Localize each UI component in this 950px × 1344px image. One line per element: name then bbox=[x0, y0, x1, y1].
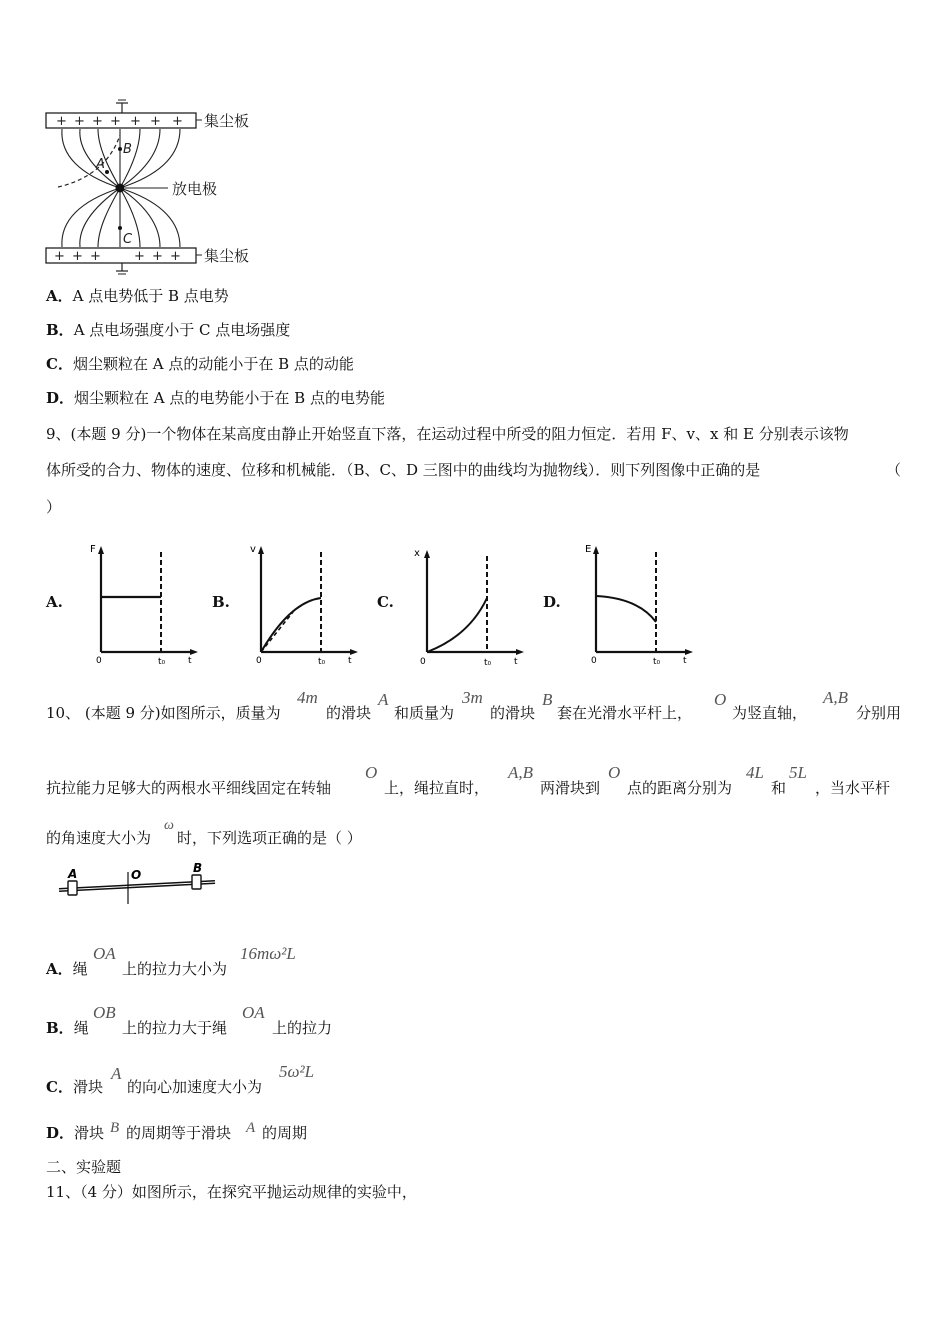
option-text: 绳 bbox=[72, 960, 88, 978]
bottom-plate-label: 集尘板 bbox=[204, 247, 250, 265]
point-b-label: B bbox=[123, 142, 132, 157]
q10-opt-b-m2: OA bbox=[242, 1003, 265, 1022]
particle-trajectory bbox=[58, 135, 120, 187]
q10-opt-a-m2: 16mω²L bbox=[240, 944, 296, 963]
q10-symbol-b: B bbox=[542, 690, 553, 709]
q10-symbol-a: A bbox=[378, 690, 389, 709]
option-key: B． bbox=[46, 321, 74, 339]
q10-opt-d-t3: 的周期 bbox=[262, 1124, 308, 1142]
origin-label: 0 bbox=[420, 657, 426, 667]
svg-text:+: + bbox=[170, 249, 181, 264]
svg-text:+: + bbox=[72, 249, 83, 264]
svg-text:+: + bbox=[130, 114, 141, 129]
svg-text:+: + bbox=[172, 114, 183, 129]
q10-option-b[interactable] bbox=[46, 1017, 89, 1038]
t0-label: t₀ bbox=[653, 657, 661, 667]
q10-dist-b: 5L bbox=[789, 763, 807, 782]
q9-paren-open: （ bbox=[886, 461, 902, 479]
q10-line1-e: 套在光滑水平杆上， bbox=[557, 704, 693, 722]
option-key: A． bbox=[46, 960, 73, 978]
svg-text:+: + bbox=[134, 249, 145, 264]
q10-option-d[interactable] bbox=[46, 1122, 104, 1143]
option-text: A 点电场强度小于 C 点电场强度 bbox=[73, 321, 291, 339]
svg-text:+: + bbox=[110, 114, 121, 129]
t-label: t bbox=[348, 656, 352, 666]
q10-line1-g: 分别用 bbox=[856, 704, 902, 722]
q10-mass-b: 3m bbox=[462, 688, 483, 707]
option-key: B． bbox=[46, 1019, 74, 1037]
q10-opt-c-m1: A bbox=[111, 1064, 122, 1083]
option-key: D． bbox=[46, 1124, 75, 1142]
q10-line1-d: 的滑块 bbox=[490, 704, 536, 722]
point-c-label: C bbox=[123, 232, 133, 247]
svg-text:+: + bbox=[54, 249, 65, 264]
option-text: 烟尘颗粒在 A 点的动能小于在 B 点的动能 bbox=[72, 355, 354, 373]
section-title: 二、实验题 bbox=[46, 1158, 122, 1176]
graph-a-force bbox=[88, 540, 203, 670]
t-label: t bbox=[188, 656, 192, 666]
q10-symbol-ab: A,B bbox=[823, 688, 849, 707]
graph-d-energy bbox=[583, 540, 698, 670]
y-axis-label: v bbox=[250, 544, 256, 555]
t0-label: t₀ bbox=[484, 658, 492, 668]
q10-line2-f: ，当水平杆 bbox=[815, 779, 891, 797]
q10-line1-a: 10、 (本题 9 分)如图所示，质量为 bbox=[46, 704, 281, 722]
slider-a bbox=[68, 881, 77, 895]
option-key: D． bbox=[46, 389, 75, 407]
svg-text:+: + bbox=[92, 114, 103, 129]
q10-opt-b-t2: 上的拉力大于绳 bbox=[122, 1019, 228, 1037]
slider-b bbox=[192, 875, 201, 889]
velocity-curve bbox=[261, 598, 321, 652]
option-key: C． bbox=[46, 1078, 73, 1096]
q10-symbol-o3: O bbox=[608, 763, 621, 782]
rod-diagram bbox=[55, 860, 225, 910]
q10-line2-b: 上，绳拉直时， bbox=[384, 779, 490, 797]
q10-mass-a: 4m bbox=[297, 688, 318, 707]
q10-opt-a-m1: OA bbox=[93, 944, 116, 963]
option-text: 烟尘颗粒在 A 点的电势能小于在 B 点的电势能 bbox=[74, 389, 385, 407]
svg-text:+: + bbox=[150, 114, 161, 129]
option-key: A． bbox=[46, 287, 73, 305]
discharge-electrode bbox=[116, 184, 125, 193]
y-axis-label: E bbox=[585, 544, 592, 555]
q10-option-a[interactable] bbox=[46, 958, 88, 979]
q10-line2-c: 两滑块到 bbox=[540, 779, 601, 797]
q10-opt-d-m1: B bbox=[110, 1120, 120, 1136]
origin-label: 0 bbox=[591, 656, 597, 666]
q10-opt-b-t3: 上的拉力 bbox=[272, 1019, 333, 1037]
q8-option-c[interactable] bbox=[46, 353, 354, 374]
option-text: 滑块 bbox=[74, 1124, 105, 1142]
svg-text:+: + bbox=[90, 249, 101, 264]
q10-line1-b: 的滑块 bbox=[326, 704, 372, 722]
option-text: 绳 bbox=[73, 1019, 89, 1037]
fig-a-label: A bbox=[68, 867, 78, 881]
field-lines-lower bbox=[62, 188, 180, 247]
q9-line-1: 9、(本题 9 分)一个物体在某高度由静止开始竖直下落，在运动过程中所受的阻力恒定．若用 F、v、x 和 E 分别表示该物 bbox=[46, 425, 849, 443]
q10-opt-c-m2: 5ω²L bbox=[279, 1062, 315, 1081]
option-text: 滑块 bbox=[72, 1078, 103, 1096]
origin-label: 0 bbox=[96, 656, 102, 666]
t-label: t bbox=[683, 656, 687, 666]
q10-opt-d-m2: A bbox=[246, 1120, 256, 1136]
q9-graph-d-key[interactable]: D. bbox=[543, 593, 561, 611]
svg-text:+: + bbox=[152, 249, 163, 264]
q10-symbol-o2: O bbox=[365, 763, 378, 782]
q9-line-2: 体所受的合力、物体的速度、位移和机械能．（B、C、D 三图中的曲线均为抛物线）．则下列图像中正确的是 bbox=[46, 461, 761, 479]
energy-curve bbox=[596, 596, 656, 622]
q9-paren-close: ） bbox=[46, 498, 62, 516]
q10-opt-a-t2: 上的拉力大小为 bbox=[122, 960, 228, 978]
q8-option-d[interactable] bbox=[46, 387, 385, 408]
q10-opt-b-m1: OB bbox=[93, 1003, 116, 1022]
t0-label: t₀ bbox=[158, 657, 166, 667]
electrode-label: 放电极 bbox=[172, 180, 218, 198]
q10-line2-d: 点的距离分别为 bbox=[627, 779, 733, 797]
origin-label: 0 bbox=[256, 656, 262, 666]
svg-text:+: + bbox=[74, 114, 85, 129]
q10-dist-a: 4L bbox=[746, 763, 764, 782]
fig-b-label: B bbox=[193, 861, 203, 875]
q10-line3-a: 的角速度大小为 bbox=[46, 829, 152, 847]
q8-option-b[interactable] bbox=[46, 319, 290, 340]
fig-o-label: O bbox=[131, 868, 142, 882]
y-axis-label: F bbox=[90, 544, 96, 555]
q9-graph-b-key[interactable]: B. bbox=[212, 593, 230, 611]
q10-opt-c-t2: 的向心加速度大小为 bbox=[127, 1078, 263, 1096]
q10-opt-d-t2: 的周期等于滑块 bbox=[126, 1124, 232, 1142]
y-axis-label: x bbox=[414, 548, 420, 559]
q10-line1-f: 为竖直轴， bbox=[732, 704, 808, 722]
q10-line3-b: 时，下列选项正确的是（ ） bbox=[177, 829, 362, 847]
option-text: A 点电势低于 B 点电势 bbox=[72, 287, 229, 305]
q10-option-c[interactable] bbox=[46, 1076, 103, 1097]
q10-line2-e: 和 bbox=[771, 779, 787, 797]
graph-c-displacement bbox=[414, 540, 529, 670]
q10-symbol-o: O bbox=[714, 690, 727, 709]
q10-symbol-ab2: A,B bbox=[508, 763, 534, 782]
displacement-curve bbox=[427, 598, 487, 652]
t-label: t bbox=[514, 657, 518, 667]
q11-text: 11、（4 分）如图所示，在探究平抛运动规律的实验中， bbox=[46, 1183, 417, 1201]
t0-label: t₀ bbox=[318, 657, 326, 667]
graph-b-velocity bbox=[248, 540, 363, 670]
precipitator-diagram bbox=[40, 95, 270, 275]
option-key: C． bbox=[46, 355, 73, 373]
q9-graph-c-key[interactable]: C. bbox=[377, 593, 394, 611]
q9-graph-a-key[interactable]: A. bbox=[46, 593, 63, 611]
q10-omega: ω bbox=[164, 818, 174, 833]
svg-text:+: + bbox=[56, 114, 67, 129]
top-plate-label: 集尘板 bbox=[204, 112, 250, 130]
q10-line2-a: 抗拉能力足够大的两根水平细线固定在转轴 bbox=[46, 779, 332, 797]
q10-line1-c: 和质量为 bbox=[394, 704, 455, 722]
point-a-label: A bbox=[96, 157, 105, 172]
q8-option-a[interactable] bbox=[46, 285, 229, 306]
